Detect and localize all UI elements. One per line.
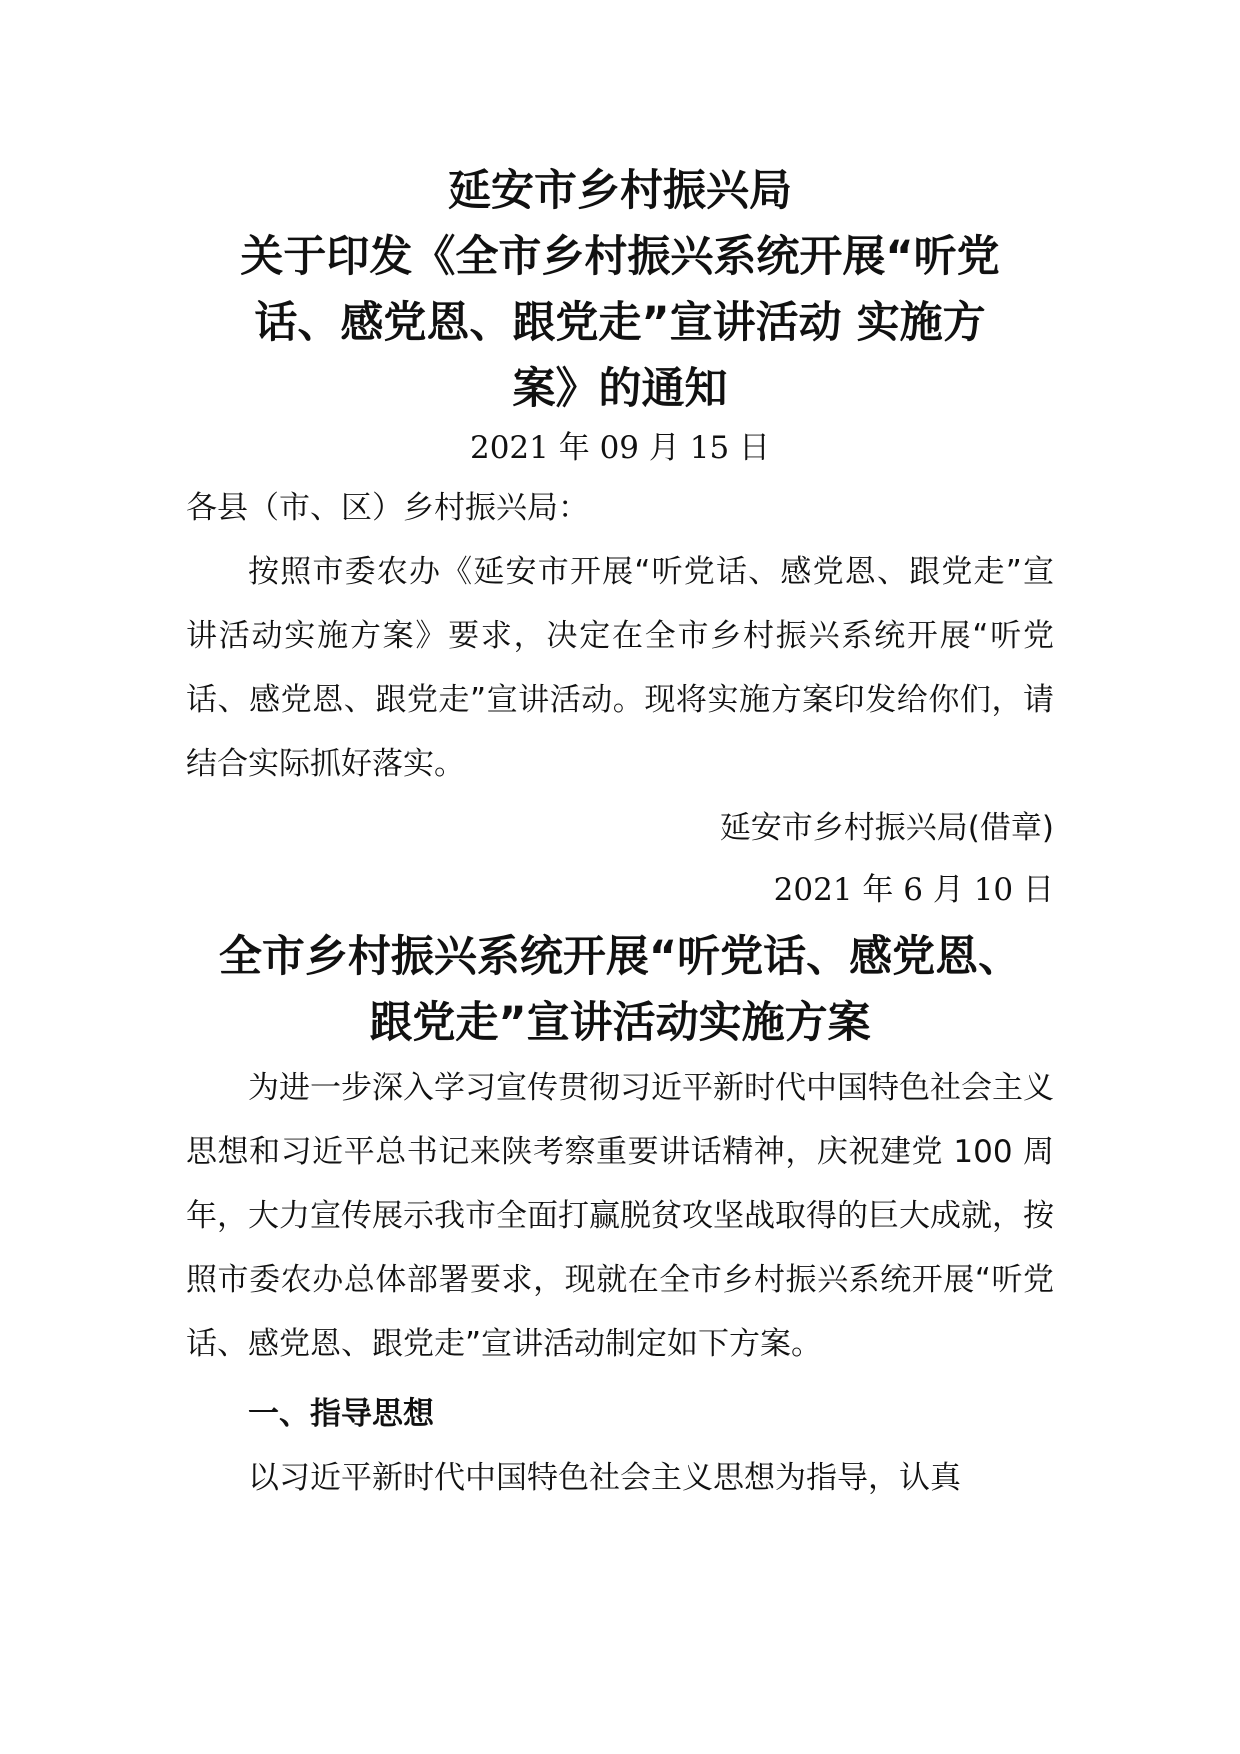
notice-date: 2021 年 09 月 15 日	[469, 430, 771, 466]
notice-body	[186, 540, 1054, 796]
plan-intro	[186, 1056, 1054, 1376]
notice-title-line: 延安市乡村振兴局	[448, 166, 792, 216]
salutation: 各县（市、区）乡村振兴局：	[186, 490, 589, 526]
section-heading-guiding-ideology: 一、指导思想	[248, 1396, 434, 1432]
plan-title-line: 全市乡村振兴系统开展“听党话、感党恩、	[218, 932, 1022, 982]
section-1-body	[186, 1446, 1054, 1510]
signature-date: 2021 年 6 月 10 日	[773, 872, 1054, 908]
notice-title-line: 关于印发《全市乡村振兴系统开展“听党	[240, 232, 1000, 282]
plan-intro-paragraph: 为进一步深入学习宣传贯彻习近平新时代中国特色社会主义思想和习近平总书记来陕考察重要讲话精神，庆祝建党 100 周年，大力宣传展示我市全面打赢脱贫攻坚战取得的巨大成就，按照市委农办总体部署要求，现就在全市乡村振兴系统开展“听党话、感党恩、跟党走”宣讲活动制定如下方案。	[186, 1070, 1054, 1362]
plan-title-line: 跟党走”宣讲活动实施方案	[369, 998, 871, 1048]
signature: 延安市乡村振兴局(借章)	[719, 810, 1054, 846]
notice-body-paragraph: 按照市委农办《延安市开展“听党话、感党恩、跟党走”宣讲活动实施方案》要求，决定在全市乡村振兴系统开展“听党话、感党恩、跟党走”宣讲活动。现将实施方案印发给你们，请结合实际抓好落实。	[186, 554, 1054, 782]
notice-title	[186, 158, 1054, 422]
notice-title-line: 案》的通知	[512, 364, 728, 414]
plan-title	[186, 924, 1054, 1056]
section-1-paragraph: 以习近平新时代中国特色社会主义思想为指导，认真	[248, 1460, 961, 1496]
notice-title-line: 话、感党恩、跟党走”宣讲活动 实施方	[254, 298, 986, 348]
